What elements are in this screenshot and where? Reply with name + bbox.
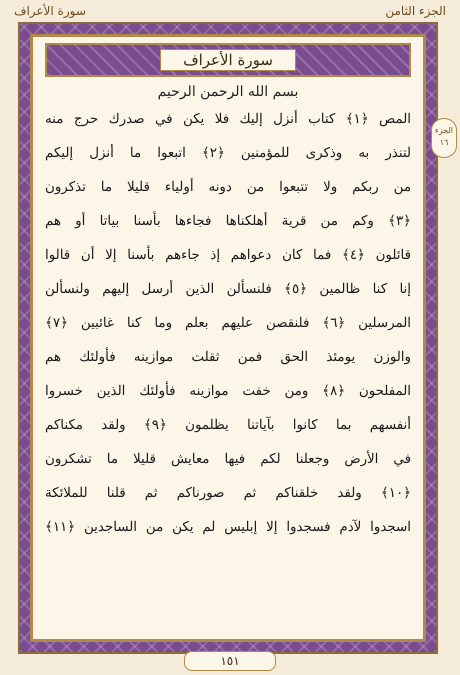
page-number: ١٥١ <box>184 651 276 671</box>
page-panel <box>30 34 426 642</box>
verse-line-4: ﴿٣﴾ وكم من قرية أهلكناها فجاءها بأسنا بياتا أو هم <box>45 214 411 229</box>
hizb-marker <box>431 118 457 158</box>
verse-line-7: المرسلين ﴿٦﴾ فلنقصن عليهم بعلم وما كنا غائبين ﴿٧﴾ <box>45 316 411 331</box>
verse-line-8: والوزن يومئذ الحق فمن ثقلت موازينه فأولئك هم <box>45 350 411 365</box>
page-header <box>0 0 460 22</box>
verse-line-13: اسجدوا لآدم فسجدوا إلا إبليس لم يكن من الساجدين ﴿١١﴾ <box>45 520 411 535</box>
verse-line-11: في الأرض وجعلنا لكم فيها معايش قليلا ما تشكرون <box>45 452 411 467</box>
text-area <box>45 43 411 633</box>
ornamental-frame <box>18 22 438 654</box>
verse-line-12: ﴿١٠﴾ ولقد خلقناكم ثم صورناكم ثم قلنا للملائكة <box>45 486 411 501</box>
hizb-label: الجزء <box>435 126 453 135</box>
verse-line-10: أنفسهم بما كانوا بآياتنا يظلمون ﴿٩﴾ ولقد مكناكم <box>45 418 411 433</box>
verse-line-2: لتنذر به وذكرى للمؤمنين ﴿٢﴾ اتبعوا ما أنزل إليكم <box>45 146 411 161</box>
verse-line-5: قائلون ﴿٤﴾ فما كان دعواهم إذ جاءهم بأسنا إلا أن قالوا <box>45 248 411 263</box>
verse-line-3: من ربكم ولا تتبعوا من دونه أولياء قليلا ما تذكرون <box>45 180 411 195</box>
hizb-number: ١٦ <box>439 138 449 147</box>
surah-label: سورة الأعراف <box>14 4 86 18</box>
basmala: بسم الله الرحمن الرحيم <box>157 84 299 100</box>
verse-line-9: المفلحون ﴿٨﴾ ومن خفت موازينه فأولئك الذين خسروا <box>45 384 411 399</box>
juz-label: الجزء الثامن <box>385 4 446 18</box>
verse-line-1: المص ﴿١﴾ كتاب أنزل إليك فلا يكن في صدرك حرج منه <box>45 112 411 127</box>
surah-title: سورة الأعراف <box>160 49 296 71</box>
verse-line-6: إنا كنا ظالمين ﴿٥﴾ فلنسألن الذين أرسل إليهم ولنسألن <box>45 282 411 297</box>
surah-banner <box>45 43 411 77</box>
